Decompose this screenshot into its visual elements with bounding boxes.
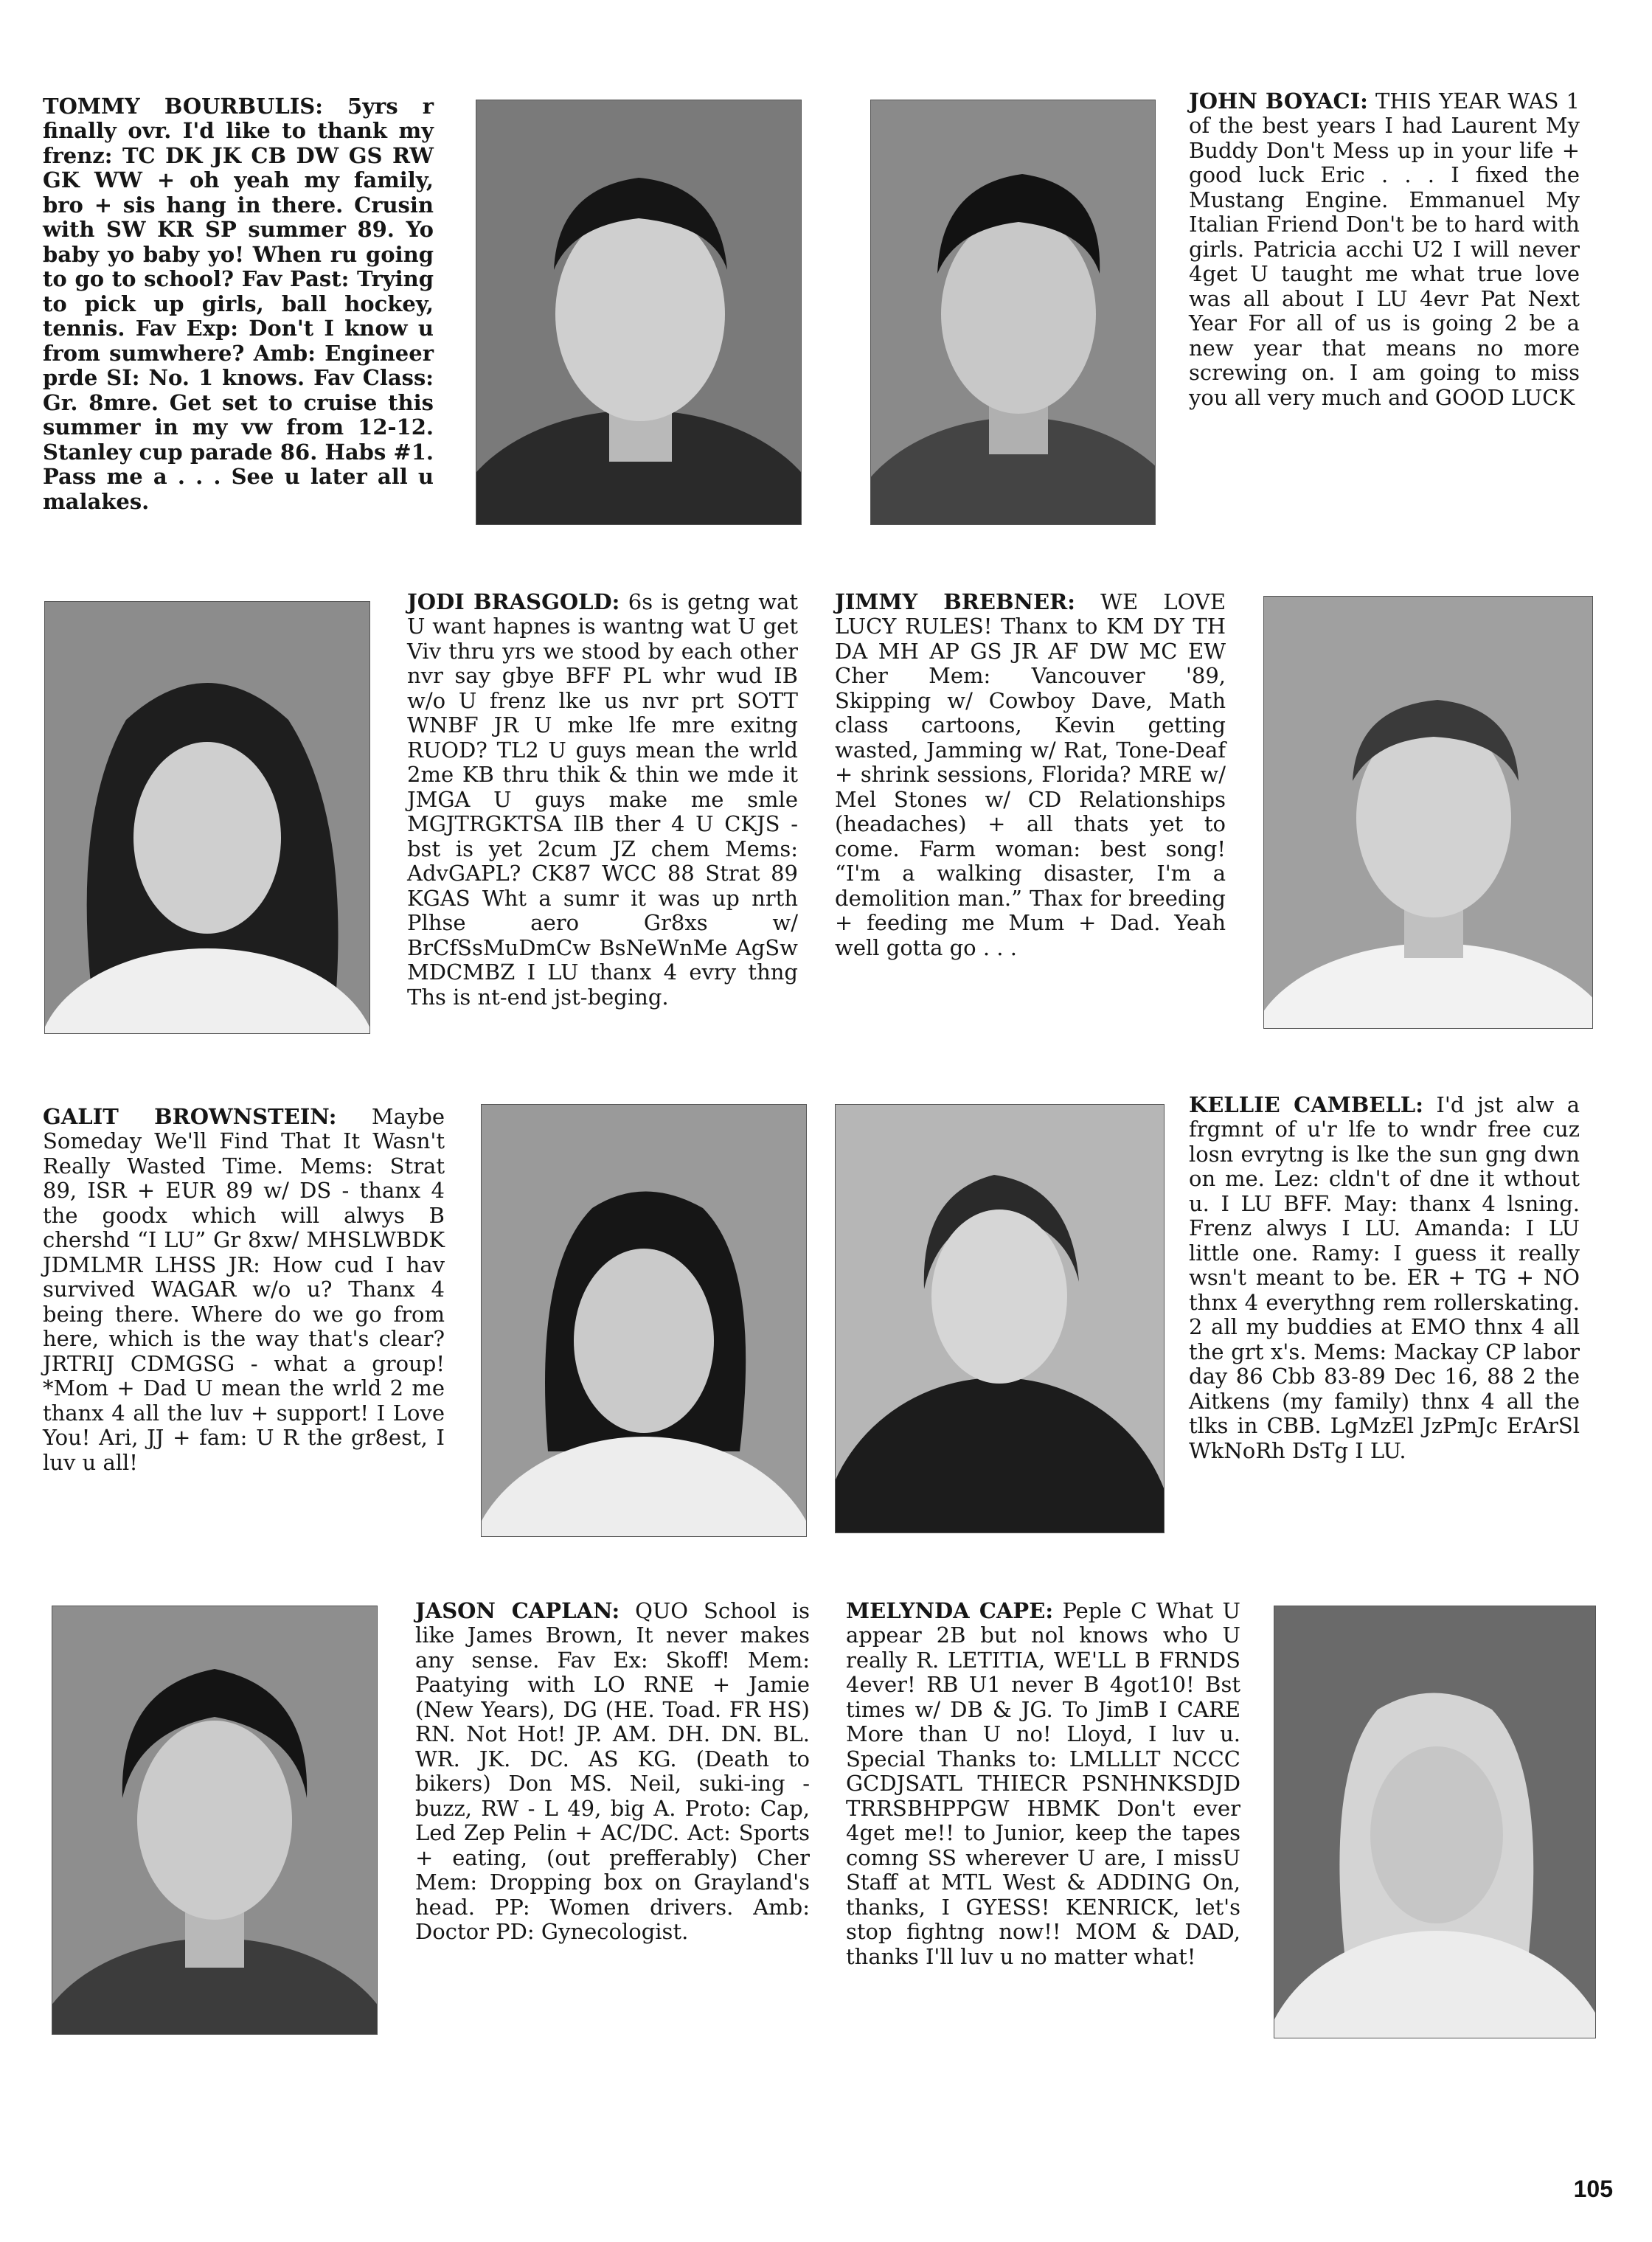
entry-name: GALIT BROWNSTEIN: — [43, 1104, 337, 1129]
portrait-photo-jodi — [44, 601, 370, 1034]
entry-galit-brownstein — [43, 1105, 445, 1475]
entry-jimmy-brebner — [835, 590, 1226, 960]
entry-text: Peple C What U appear 2B but nol knows who U really R. LETITIA, WE'LL B FRNDS 4ever! RB U1 never B 4got10! Bst times w/ DB & JG. To JimB I CARE More than U no! Lloyd, I luv u. Special Thanks to: LMLLLT NCCC GCDJSATL THIECR PSNHNKSDJD TRRSBHPPGW HBMK Don't ever 4get me!! to Junior, keep the tapes comng SS wherever U are, I missU Staff at MTL West & ADDING On, thanks, I GYESS! KENRICK, let's stop fightng now!! MOM & DAD, thanks I'll luv u no matter what! — [846, 1598, 1240, 1969]
entry-name: JOHN BOYACI: — [1189, 88, 1368, 114]
entry-text: I'd jst alw a frgmnt of u'r lfe to wndr free cuz losn evrytng is lke the sun gng dwn on me. Lez: cldn't of dne it wthout u. I LU BFF. May: thanx 4 lsning. Frenz alwys I LU. Amanda: I LU little one. Ramy: I guess it really wsn't meant to be. ER + TG + NO thnx 4 everythng rem rollerskating. 2 all my buddies at EMO thnx 4 all the grt x's. Mems: Mackay CP labor day 86 Cbb 83-89 Dec 16, 88 2 the Aitkens (my family) thnx 4 all the tlks in CBB. LgMzEl JzPmJc ErArSl WkNoRh DsTg I LU. — [1189, 1092, 1580, 1463]
entry-melynda-cape — [846, 1599, 1240, 1969]
entry-text: Maybe Someday We'll Find That It Wasn't Really Wasted Time. Mems: Strat 89, ISR + EUR 89 w/ DS - thanx 4 the goodx which will alwys B chershd “I LU” Gr 8xw/ MHSLWBDK JDMLMR LHSS JR: How cud I hav survived WAGAR w/o u? Thanx 4 being there. Where do we go from here, which is the way that's clear? JRTRIJ CDMGSG - what a group! *Mom + Dad U mean the wrld 2 me thanx 4 all the luv + support! I Love You! Ari, JJ + fam: U R the gr8est, I luv u all! — [43, 1104, 445, 1475]
entry-text: QUO School is like James Brown, It never makes any sense. Fav Ex: Skoff! Mem: Paatying with LO RNE + Jamie (New Years), DG (HE. Toad. FR HS) RN. Not Hot! JP. AM. DH. DN. BL. WR. JK. DC. AS KG. (Death to bikers) Don MS. Neil, suki-ing - buzz, RW - L 49, big A. Proto: Cap, Led Zep Pelin + AC/DC. Act: Sports + eating, (out prefferably) Cher Mem: Dropping box on Grayland's head. PP: Women drivers. Amb: Doctor PD: Gynecologist. — [415, 1598, 810, 1945]
entry-name: JODI BRASGOLD: — [407, 589, 620, 614]
portrait-photo-kellie — [835, 1104, 1165, 1533]
entry-kellie-cambell — [1189, 1093, 1580, 1463]
entry-text: 6s is getng wat U want hapnes is wantng wat U get Viv thru yrs we stood by each other nvr say gbye BFF PL whr wud IB w/o U frenz lke us nvr prt SOTT WNBF JR U mke lfe mre exitng RUOD? TL2 U guys mean the wrld 2me KB thru thik & thin we mde it JMGA U guys make me smle MGJTRGKTSA IlB ther 4 U CKJS - bst is yet 2cum JZ chem Mems: AdvGAPL? CK87 WCC 88 Strat 89 KGAS Wht a sumr it was up nrth Plhse aero Gr8xs w/ BrCfSsMuDmCw BsNeWnMe AgSw MDCMBZ I LU thanx 4 evry thng Ths is nt-end jst-beging. — [407, 589, 798, 1010]
entry-text: 5yrs r finally ovr. I'd like to thank my frenz: TC DK JK CB DW GS RW GK WW + oh yeah my family, bro + sis hang in there. Crusin with SW KR SP summer 89. Yo baby yo baby yo! When ru going to go to school? Fav Past: Trying to pick up girls, ball hockey, tennis. Fav Exp: Don't I know u from sumwhere? Amb: Engineer prde SI: No. 1 knows. Fav Class: Gr. 8mre. Get set to cruise this summer in my vw from 12-12. Stanley cup parade 86. Habs #1. Pass me a . . . See u later all u malakes. — [43, 94, 434, 514]
entry-name: KELLIE CAMBELL: — [1189, 1092, 1423, 1117]
portrait-photo-john — [870, 100, 1156, 525]
entry-jodi-brasgold — [407, 590, 798, 1010]
portrait-photo-galit — [481, 1104, 807, 1537]
entry-jason-caplan — [415, 1599, 810, 1945]
page-number: 105 — [1573, 2176, 1613, 2202]
entry-text: WE LOVE LUCY RULES! Thanx to KM DY TH DA MH AP GS JR AF DW MC EW Cher Mem: Vancouver '89, Skipping w/ Cowboy Dave, Math class cartoons, Kevin getting wasted, Jamming w/ Rat, Tone-Deaf + shrink sessions, Florida? MRE w/ Mel Stones w/ CD Relationships (headaches) + all thats yet to come. Farm woman: best song! “I'm a walking disaster, I'm a demolition man.” Thax for breeding + feeding me Mum + Dad. Yeah well gotta go . . . — [835, 589, 1226, 960]
portrait-photo-jason — [52, 1606, 378, 2035]
entry-tommy-bourbulis — [43, 94, 434, 514]
entry-john-boyaci — [1189, 89, 1580, 410]
entry-name: MELYNDA CAPE: — [846, 1598, 1054, 1623]
entry-name: JASON CAPLAN: — [415, 1598, 620, 1623]
portrait-photo-tommy — [476, 100, 802, 525]
entry-name: TOMMY BOURBULIS: — [43, 94, 323, 119]
portrait-photo-jimmy — [1263, 596, 1593, 1029]
entry-text: THIS YEAR WAS 1 of the best years I had Laurent My Buddy Don't Mess up in your life + good luck Eric . . . I fixed the Mustang Engine. Emmanuel My Italian Friend Don't be to hard with girls. Patricia acchi U2 I will never 4get U taught me what true love was all about I LU 4evr Pat Next Year For all of us is going 2 be a new year that means no more screwing on. I am going to miss you all very much and GOOD LUCK — [1189, 88, 1580, 410]
portrait-photo-melynda — [1274, 1606, 1596, 2038]
entry-name: JIMMY BREBNER: — [835, 589, 1075, 614]
